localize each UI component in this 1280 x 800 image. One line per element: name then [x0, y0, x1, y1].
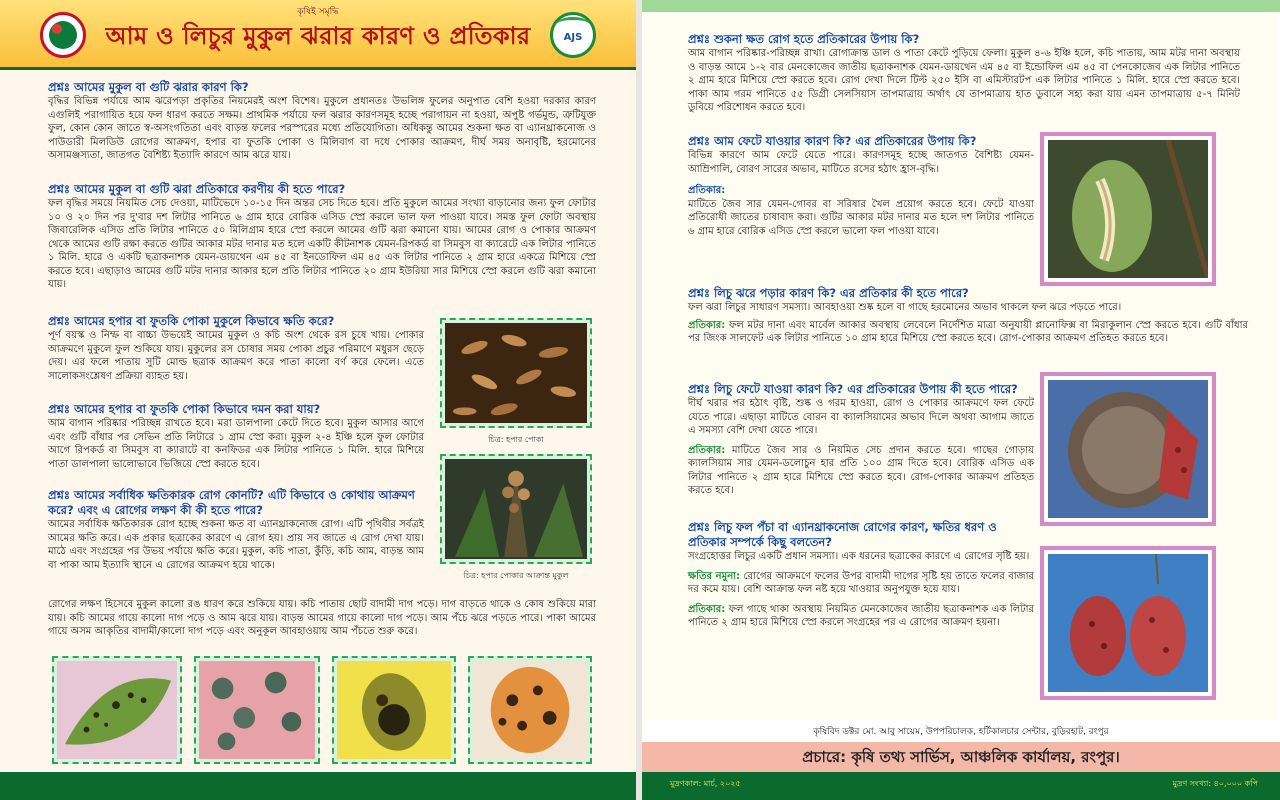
- section-hopper-damage: [48, 314, 424, 383]
- infected-fruitlets-photo: [194, 656, 320, 764]
- cracked-litchi-photo: [1040, 372, 1216, 526]
- remedy-text: মাটিতে জৈব সার ও নিয়মিত সেচ প্রদান করতে হবে। গাছের গোড়ায় ক্যালসিয়াম সার যেমন-ডলোচুন হার প্রতি ১০০ গ্রাম দিতে হবে। বোরিক এসিড এক লিটার পানিতে ২ গ্রাম হারে মিশিয়ে স্প্রে করতে হবে। রোগ-পোকার আক্রমণ প্রতিহত করতে হবে।: [688, 444, 1034, 496]
- question-heading: প্রশ্নঃ লিচু ঝরে পড়ার কারণ কি? এর প্রতিকার কী হতে পারে?: [688, 286, 969, 300]
- header-banner: [0, 0, 636, 70]
- section-hopper-control: [48, 402, 424, 471]
- rotten-litchi-photo: [1040, 546, 1216, 700]
- section-mango-drop-remedy: [48, 182, 596, 292]
- print-date: মুদ্রণকাল: মার্চ, ২০২৫: [670, 779, 741, 788]
- question-heading: প্রশ্নঃ আমের মুকুল বা গুটি ঝরা প্রতিকারে করণীয় কী হতে পারে?: [48, 182, 346, 196]
- answer-text: রোগের লক্ষণ হিসেবে মুকুল কালো রঙ ধারণ করে শুকিয়ে যায়। কচি পাতায় ছোট বাদামী দাগ পড়ে। দাগ বাড়তে থাকে ও কোষ শুকিয়ে মারা যায়। কচি আমের গায়ে কালো দাগ পড়ে ও আম ঝরে যায়। বাড়ন্ত আমের গায়ে কালো দাগ পড়ে। আম পঁচে ঝরে পড়তে পারে। পাকা আমের গায়ে অসম আকৃতির বাদামী/কালো দাগ পড়ে এবং অনুকূল আবহাওয়ায় আম পঁচতে শুরু করে।: [48, 599, 596, 637]
- remedy-label: প্রতিকার:: [688, 603, 726, 615]
- hopper-insect-photo: [440, 318, 592, 428]
- question-heading: প্রশ্নঃ আমের সর্বাধিক ক্ষতিকারক রোগ কোনটি? এটি কিভাবে ও কোথায় আক্রমণ করে? এবং এ রোগের লক্ষণ কী কী হতে পারে?: [48, 488, 415, 517]
- section-litchi-cracking: [688, 382, 1034, 498]
- author-credit: কৃষিবিদ ডক্টর মো. আবু সায়েম, উপপরিচালক, হর্টিকালচার সেন্টার, বুড়িরহাট, রংপুর: [642, 722, 1280, 742]
- question-heading: প্রশ্নঃ লিচু ফেটে যাওয়া কারণ কি? এর প্রতিকারের উপায় কী হতে পারে?: [688, 382, 1018, 396]
- ajs-logo-icon: AJS: [550, 12, 596, 58]
- section-litchi-anthracnose: [688, 520, 1034, 630]
- answer-text: ফল বৃদ্ধির সময়ে নিয়মিত সেচ দেওয়া, মাটিভেদে ১০-১৫ দিন অন্তর সেচ দিতে হবে। প্রতি মুকুলে আমের সংখ্যা বাড়ানোর জন্য ফুল ফোটার ১০ ও ২০ দিন পর দু'বার দশ লিটার পানিতে ৬ গ্রাম হারে বোরিক এসিড স্প্রে করলে ভাল ফল পাওয়া যাবে। সমস্ত ফুল ফোটা অবস্থায় জিবারেলিক এসিড প্রতি লিটার পানিতে ৫০ মিলিগ্রাম হারে স্প্রে করলে আমের গুটি ঝরা কমানো যায়। আমের রোগ ও পোকার আক্রমণ থেকে আমের গুটি রক্ষা করতে গুটির আকার মটর দানার মত হলে একটি কীটনাশক যেমন-রিপকর্ড বা সিমবুস বা ক্যারেটে এক লিটার পানিতে ১ মিলি. হারে ও একটি ছত্রাকনাশক যেমন-ডায়থেন এম ৪৫ বা ইনডোফিল এম ৪৫ এক লিটার পানিতে ২ গ্রাম হারে একত্রে মিশিয়ে স্প্রে করতে হবে। এছাড়াও আমের গুটি মটর দানার আকার হলে প্রতি লিটার পানিতে ২০ গ্রাম ইউরিয়া সার মিশিয়ে স্প্রে করলে গুটি ঝরা কমানো যায়।: [48, 198, 596, 290]
- remedy-text: ফল মটর দানা এবং মার্বেল আকার অবস্থায় লেবেলে নির্দেশিত মাত্রা অনুযায়ী প্লানোফিক্স বা মিরাকুলান স্প্রে করতে হবে। গুটি বাঁধার পর জিংক সালফেট এক লিটার পানিতে ১০ গ্রাম হারে মিশিয়ে স্প্রে করতে হবে। রোগ-পোকার আক্রমণ প্রতিহত করতে হবে।: [688, 319, 1248, 344]
- answer-text: দীর্ঘ খরার পর হঠাৎ বৃষ্টি, শুষ্ক ও গরম হাওয়া, রোগ ও পোকার আক্রমণে ফল ফেটে যেতে পারে। এছাড়া মাটিতে বোরন বা ক্যালসিয়ামের অভাব দিলে অথবা আগাম জাতে এ সমস্যা বেশি দেখা যেতে পারে।: [688, 398, 1034, 436]
- remedy-label: প্রতিকার:: [688, 185, 726, 196]
- question-heading: প্রশ্নঃ শুকনা ক্ষত রোগ হতে প্রতিকারের উপায় কি?: [688, 32, 920, 46]
- question-heading: প্রশ্নঃ আমের হপার বা ফুতকি পোকা কিভাবে দমন করা যায়?: [48, 402, 321, 416]
- section-anthracnose-symptoms: [48, 598, 596, 639]
- answer-text: বৃদ্ধির বিভিন্ন পর্যায়ে আম ঝরেপড়া প্রকৃতির নিয়মেরই অংশ বিশেষ। মুকুলে প্রধানতঃ উভলিঙ্গ ফুলের অনুপাত বেশি হওয়া দরকার কারণ এগুলিই পরাগায়িত হয়ে ফল ধারণ করতে সক্ষম। প্রাথমিক পর্যায়ে ফল ঝরার কারণসমূহ হচ্ছে পরাগায়ন না হওয়া, অপুষ্ট গর্ভমুন্ড, ত্রুটিযুক্ত ফুল, কোন কোন জাতে স্ব-অসংগতিতা এবং বাড়ন্ত ফলের পরস্পরের মধ্যে প্রতিযোগিতা। অধিকন্তু আমের শুকনা ক্ষত বা এ্যানথ্রাকনোজ ও পাউডারী মিলডিউ রোগের আক্রমণ, হপার বা ফুতকি পোকা ও মিলিবাগ বা দধে পোকার আক্রমণ, দীর্ঘ সময় অনাবৃষ্টি, হরমোনের অসামঞ্জস্যতা, জাতগত বৈশিষ্ট্য ইত্যাদি কারণে আম ঝরে যায়।: [48, 96, 596, 161]
- photo-caption: চিত্র: হপার পোকা: [488, 435, 544, 444]
- footer-strip: [642, 772, 1280, 800]
- question-heading: প্রশ্নঃ লিচু ফল পঁচা বা এ্যানথ্রাকনোজ রোগের কারণ, ক্ষতির ধরণ ও প্রতিকার সম্পর্কে কিছু বলতেন?: [688, 520, 997, 549]
- section-anthracnose: [48, 488, 424, 572]
- question-heading: প্রশ্নঃ আম ফেটে যাওয়ার কারণ কি? এর প্রতিকারের উপায় কি?: [688, 134, 977, 148]
- photo-caption: চিত্র: হপার পোকার আক্রান্ত মুকুল: [463, 571, 569, 580]
- damage-label: ক্ষতির নমুনা:: [688, 570, 741, 582]
- answer-text: আম বাগান পরিষ্কার-পরিচ্ছন্ন রাখা। রোগাক্রান্ত ডাল ও পাতা কেটে পুড়িয়ে ফেলা। মুকুল ৪-৬ ইঞ্চি হলে, কচি পাতায়, আম মটর দানা অবস্থায় ও বাড়ন্ত আমে ১-২ বার মেনকোজেব জাতীয় ছত্রাকনাশক যেমন-ডায়থেন এম ৪৫ বা ইন্ডোফিল এম ৪৫ বা পেনকোজেব এক লিটার পানিতে ২ গ্রাম হারে মিশিয়ে স্প্রে করতে হবে। রোগ দেখা দিলে টিল্ট ২৫০ ইসি বা এমিস্টারটপ এক লিটার পানিতে ১ মিলি. হারে স্প্রে করতে হবে। পাকা আম গরম পানিতে ৫৫ ডিগ্রী সেলসিয়াস তাপমাত্রায় অর্থাৎ যে তাপমাত্রায় হাত ডুবালে সহ্য করা যায় এমন তাপমাত্রায় ৫-৭ মিনিট ডুবিয়ে পরিশোধন করতে হবে।: [688, 48, 1240, 113]
- question-heading: প্রশ্নঃ আমের মুকুল বা গুটি ঝরার কারণ কি?: [48, 80, 249, 94]
- section-litchi-drop: [688, 286, 1248, 346]
- footer-strip: [0, 772, 636, 800]
- section-mango-cracking: [688, 134, 1034, 238]
- remedy-label: প্রতিকার:: [688, 319, 726, 331]
- damage-text: রোগের আক্রমণে ফলের উপর বাদামী দাগের সৃষ্টি হয় তাতে ফলের বাজার দর কমে যায়। বেশি আক্রান্ত ফল নষ্ট হয়ে খাওয়ার অনুপযুক্ত হয়ে যায়।: [688, 570, 1035, 595]
- infested-panicle-photo: [440, 454, 592, 564]
- infected-young-mango-photo: [332, 656, 456, 764]
- answer-text: আম বাগান পরিষ্কার পরিচ্ছন্ন রাখতে হবে। মরা ডালপালা কেটে দিতে হবে। মুকুল আসার আগে এবং গুটি বাঁধার পর সেভিন প্রতি লিটারে ১ গ্রাম স্প্রে করা। মুকুল ২-৪ ইঞ্চি হলে ফুল ফোটার আগে রিপকর্ড বা সিমবুস বা ক্যারাটে বা কনফিডর এক লিটার পানিতে ১ মিলি. হারে মিশিয়ে পাতা ডালপালা ভালোভাবে ভিজিয়ে স্প্রে করতে হবে।: [48, 418, 424, 470]
- right-page: [642, 0, 1280, 800]
- infected-ripe-mango-photo: [468, 656, 592, 764]
- answer-text: ফল ঝরা লিচুর সাধারণ সমস্যা। আবহাওয়া শুষ্ক হলে বা গাছে হরমোনের অভাব থাকলে ফল ঝরে পড়তে পারে।: [688, 302, 1122, 313]
- answer-text: সংগ্রহোত্তর লিচুর একটি প্রধান সমস্যা। এক ধরনের ছত্রাকের কারণে এ রোগের সৃষ্টি হয়।: [688, 551, 1030, 562]
- section-anthracnose-remedy: [688, 32, 1240, 115]
- remedy-text: ফল গাছে থাকা অবস্থায় নিয়মিত মেনকোজেব জাতীয় ছত্রাকনাশক এক লিটার পানিতে ২ গ্রাম হারে মিশিয়ে স্প্রে করলে সংগ্রহের পর এ রোগের আক্রমণ হয়না।: [688, 603, 1034, 628]
- anthracnose-leaf-photo: [52, 656, 182, 764]
- publisher-banner: প্রচারে: কৃষি তথ্য সার্ভিস, আঞ্চলিক কার্যালয়, রংপুর।: [642, 742, 1280, 772]
- question-heading: প্রশ্নঃ আমের হপার বা ফুতকি পোকা মুকুলে কিভাবে ক্ষতি করে?: [48, 314, 335, 328]
- remedy-text: মাটিতে জৈব সার যেমন-গোবর বা সরিষার খৈল প্রয়োগ করতে হবে। ফেটে যাওয়া প্রতিরোধী জাতের চাষাবাদ করা। গুটির আকার মটর দানার মত হলে দশ লিটার পানিতে ৬ গ্রাম হারে বোরিক এসিড স্প্রে করলে ভালো ফল পাওয়া যাবে।: [688, 198, 1034, 237]
- cracked-mango-photo: [1040, 132, 1216, 286]
- print-count: মুদ্রণ সংখ্যা: ৪০,০০০ কপি: [1172, 779, 1258, 788]
- answer-text: আমের সর্বাধিক ক্ষতিকারক রোগ হচ্ছে শুকনা ক্ষত বা এ্যানথ্রাকনোজ রোগ। এটি পৃথিবীর সর্বত্রই আমের ক্ষতি করে। এক প্রকার ছত্রাকের কারণে এ রোগ হয়। প্রায় সব জাতে এ রোগ দেখা যায়। মাঠে এবং সংগ্রহের পর উভয় পর্যায়ে ক্ষতি করে। মুকুল, কচি পাতা, কুঁড়ি, কচি আম, বাড়ন্ত আম বা পাকা আম ইত্যাদি স্থানে এ রোগের আক্রমণ হয়ে থাকে।: [48, 519, 424, 571]
- answer-text: বিভিন্ন কারণে আম ফেটে যেতে পারে। কারণসমূহ হচ্ছে জাতগত বৈশিষ্ট্য যেমন-আম্রিপালি, বোরণ সারের অভাব, মাটিতে রসের হঠাৎ হ্রাস-বৃদ্ধি।: [688, 150, 1034, 175]
- left-page: [0, 0, 636, 800]
- answer-text: পূর্ণ বয়স্ক ও নিম্ফ বা বাচ্চা উভয়েই আমের মুকুল ও কচি অংশ থেকে রস চুষে খায়। পোকার আক্রমণে মুকুলে ফুল শুকিয়ে যায়। মুকুলের রস চোষার সময় পোকা প্রচুর পরিমাণে মধুরস ছেড়ে দেয়। এর ফলে পাতায় সুটি মোল্ড ছত্রাক আক্রমণ করে পাতা কালো বর্ণ করে ফেলে। এতে সালোকসংশ্লেষণ প্রক্রিয়া ব্যাহত হয়।: [48, 330, 424, 382]
- top-strip: [642, 0, 1280, 12]
- section-mango-drop-cause: [48, 80, 596, 163]
- header-kicker: কৃষিই সমৃদ্ধি: [297, 7, 339, 17]
- page-title: আম ও লিচুর মুকুল ঝরার কারণ ও প্রতিকার: [105, 22, 531, 50]
- remedy-label: প্রতিকার:: [688, 444, 726, 456]
